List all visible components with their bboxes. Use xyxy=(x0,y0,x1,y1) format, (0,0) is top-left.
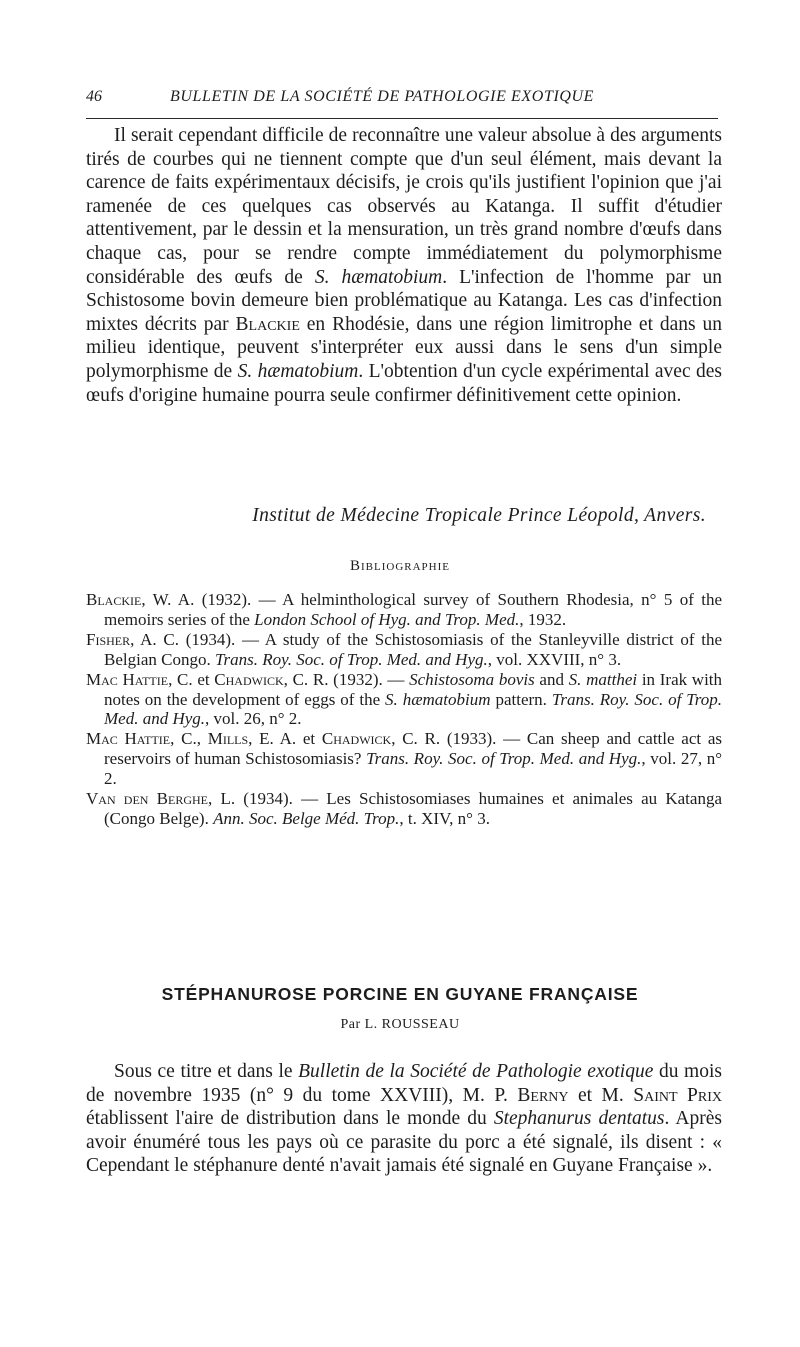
reference-entry xyxy=(86,670,722,730)
ref-text: , vol. XXVIII, n° 3. xyxy=(487,649,622,669)
ref-author: Chadwick xyxy=(321,729,392,749)
text-run: et M. xyxy=(568,1084,634,1106)
ref-text: and xyxy=(534,669,569,689)
ref-author: Mills xyxy=(207,729,249,749)
reference-entry xyxy=(86,630,722,670)
ref-source: Trans. Roy. Soc. of Trop. Med. and Hyg. xyxy=(214,649,488,669)
paragraph xyxy=(86,124,722,407)
ref-title-italic: S. matthei xyxy=(568,669,638,689)
ref-author: Mac Hattie xyxy=(86,669,169,689)
ref-author: Van den Berghe xyxy=(86,789,209,809)
text-run: Sous ce titre et dans le xyxy=(114,1061,299,1082)
ref-text: pattern. xyxy=(490,689,552,709)
text-run: . L'infection de l'homme par un Schistosome bovin demeure bien problématique au Katanga. Les cas d'infection mixtes décrits par xyxy=(86,266,722,335)
author-name: Berny xyxy=(517,1084,569,1106)
article-byline: Par L. ROUSSEAU xyxy=(340,1017,460,1032)
ref-text: , C. et xyxy=(168,669,215,689)
ref-text: , C. R. (1932). — xyxy=(283,669,410,689)
ref-text: , 1932. xyxy=(519,609,567,629)
journal-title: BULLETIN DE LA SOCIÉTÉ DE PATHOLOGIE EXOTIQUE xyxy=(170,88,595,105)
species-name: S. hæmatobium xyxy=(237,360,359,382)
ref-source: Trans. Roy. Soc. of Trop. Med. and Hyg. xyxy=(104,689,722,729)
text-run: en Rhodésie, dans une région limitrophe et dans un milieu identique, peuvent s'interpréter eux aussi dans le sens d'un simple polymorphisme de xyxy=(86,313,723,382)
ref-text: , A. C. (1934). — A study of the Schistosomiasis of the Stanleyville district of the Belgian Congo. xyxy=(104,629,722,669)
ref-author: Chadwick xyxy=(214,669,284,689)
bibliography-list xyxy=(86,590,722,829)
author-name: Saint Prix xyxy=(633,1084,722,1106)
ref-author: Fisher xyxy=(86,629,131,649)
ref-author: Mac Hattie xyxy=(86,729,171,749)
affiliation: Institut de Médecine Tropicale Prince Léopold, Anvers. xyxy=(252,505,706,526)
journal-name: Bulletin de la Société de Pathologie exotique xyxy=(298,1061,654,1082)
text-run: Il serait cependant difficile de reconnaître une valeur absolue à des arguments tirés de courbes qui ne tiennent compte que d'un seul élément, mais devant la carence de faits expérimentaux décisifs, je crois qu'ils justifient l'opinion que j'ai ramenée de ces quelques cas observés au Katanga. Il suffit d'étudier attentivement, par le dessin et la mensuration, un très grand nombre d'œufs dans chaque cas, pour se rendre compte immédiatement du polymorphisme considérable des œufs de xyxy=(86,125,722,288)
ref-text: , C., xyxy=(170,729,208,749)
reference-entry xyxy=(86,789,722,829)
ref-text: , vol. 27, n° 2. xyxy=(104,749,722,789)
ref-text: , E. A. et xyxy=(248,729,322,749)
ref-text: in Irak with notes on the development of eggs of the xyxy=(104,669,723,709)
running-header xyxy=(86,88,718,119)
ref-title-italic: S. hæmatobium xyxy=(385,689,491,709)
ref-title-italic: Schistosoma bovis xyxy=(409,669,535,689)
ref-source: Trans. Roy. Soc. of Trop. Med. and Hyg. xyxy=(366,749,642,769)
species-name: Stephanurus dentatus xyxy=(493,1108,665,1130)
page-number: 46 xyxy=(86,88,102,105)
ref-text: , C. R. (1933). — Can sheep and cattle act as reservoirs of human Schistosomiasis? xyxy=(104,729,723,769)
article-body xyxy=(86,1060,722,1178)
ref-source: London School of Hyg. and Trop. Med. xyxy=(254,609,520,629)
closing-paragraph xyxy=(86,124,722,407)
author-name: Blackie xyxy=(235,313,300,335)
reference-entry xyxy=(86,729,722,789)
ref-author: Blackie xyxy=(86,590,142,609)
ref-text: , t. XIV, n° 3. xyxy=(399,808,490,828)
ref-text: , vol. 26, n° 2. xyxy=(205,709,302,729)
article-title: STÉPHANUROSE PORCINE EN GUYANE FRANÇAISE xyxy=(161,984,639,1004)
paragraph xyxy=(86,1060,722,1178)
ref-text: , W. A. (1932). — A helminthological survey of Southern Rhodesia, n° 5 of the memoirs series of the xyxy=(104,590,722,629)
bibliography-heading: Bibliographie xyxy=(350,558,450,574)
ref-text: , L. (1934). — Les Schistosomiases humaines et animales au Katanga (Congo Belge). xyxy=(104,789,722,828)
text-run: établissent l'aire de distribution dans le monde du xyxy=(86,1108,494,1130)
text-run: . Après avoir énuméré tous les pays où ce parasite du porc a été signalé, ils disent : « Cependant le stéphanure denté n'avait jamais été signalé en Guyane Française ». xyxy=(86,1108,722,1177)
species-name: S. hæmatobium xyxy=(314,266,443,288)
text-run: . L'obtention d'un cycle expérimental avec des œufs d'origine humaine pourra seule confirmer définitivement cette opinion. xyxy=(86,360,722,406)
ref-source: Ann. Soc. Belge Méd. Trop. xyxy=(213,808,400,828)
reference-entry xyxy=(86,590,722,630)
text-run: du mois de novembre 1935 (n° 9 du tome XXVIII), M. P. xyxy=(86,1061,722,1106)
